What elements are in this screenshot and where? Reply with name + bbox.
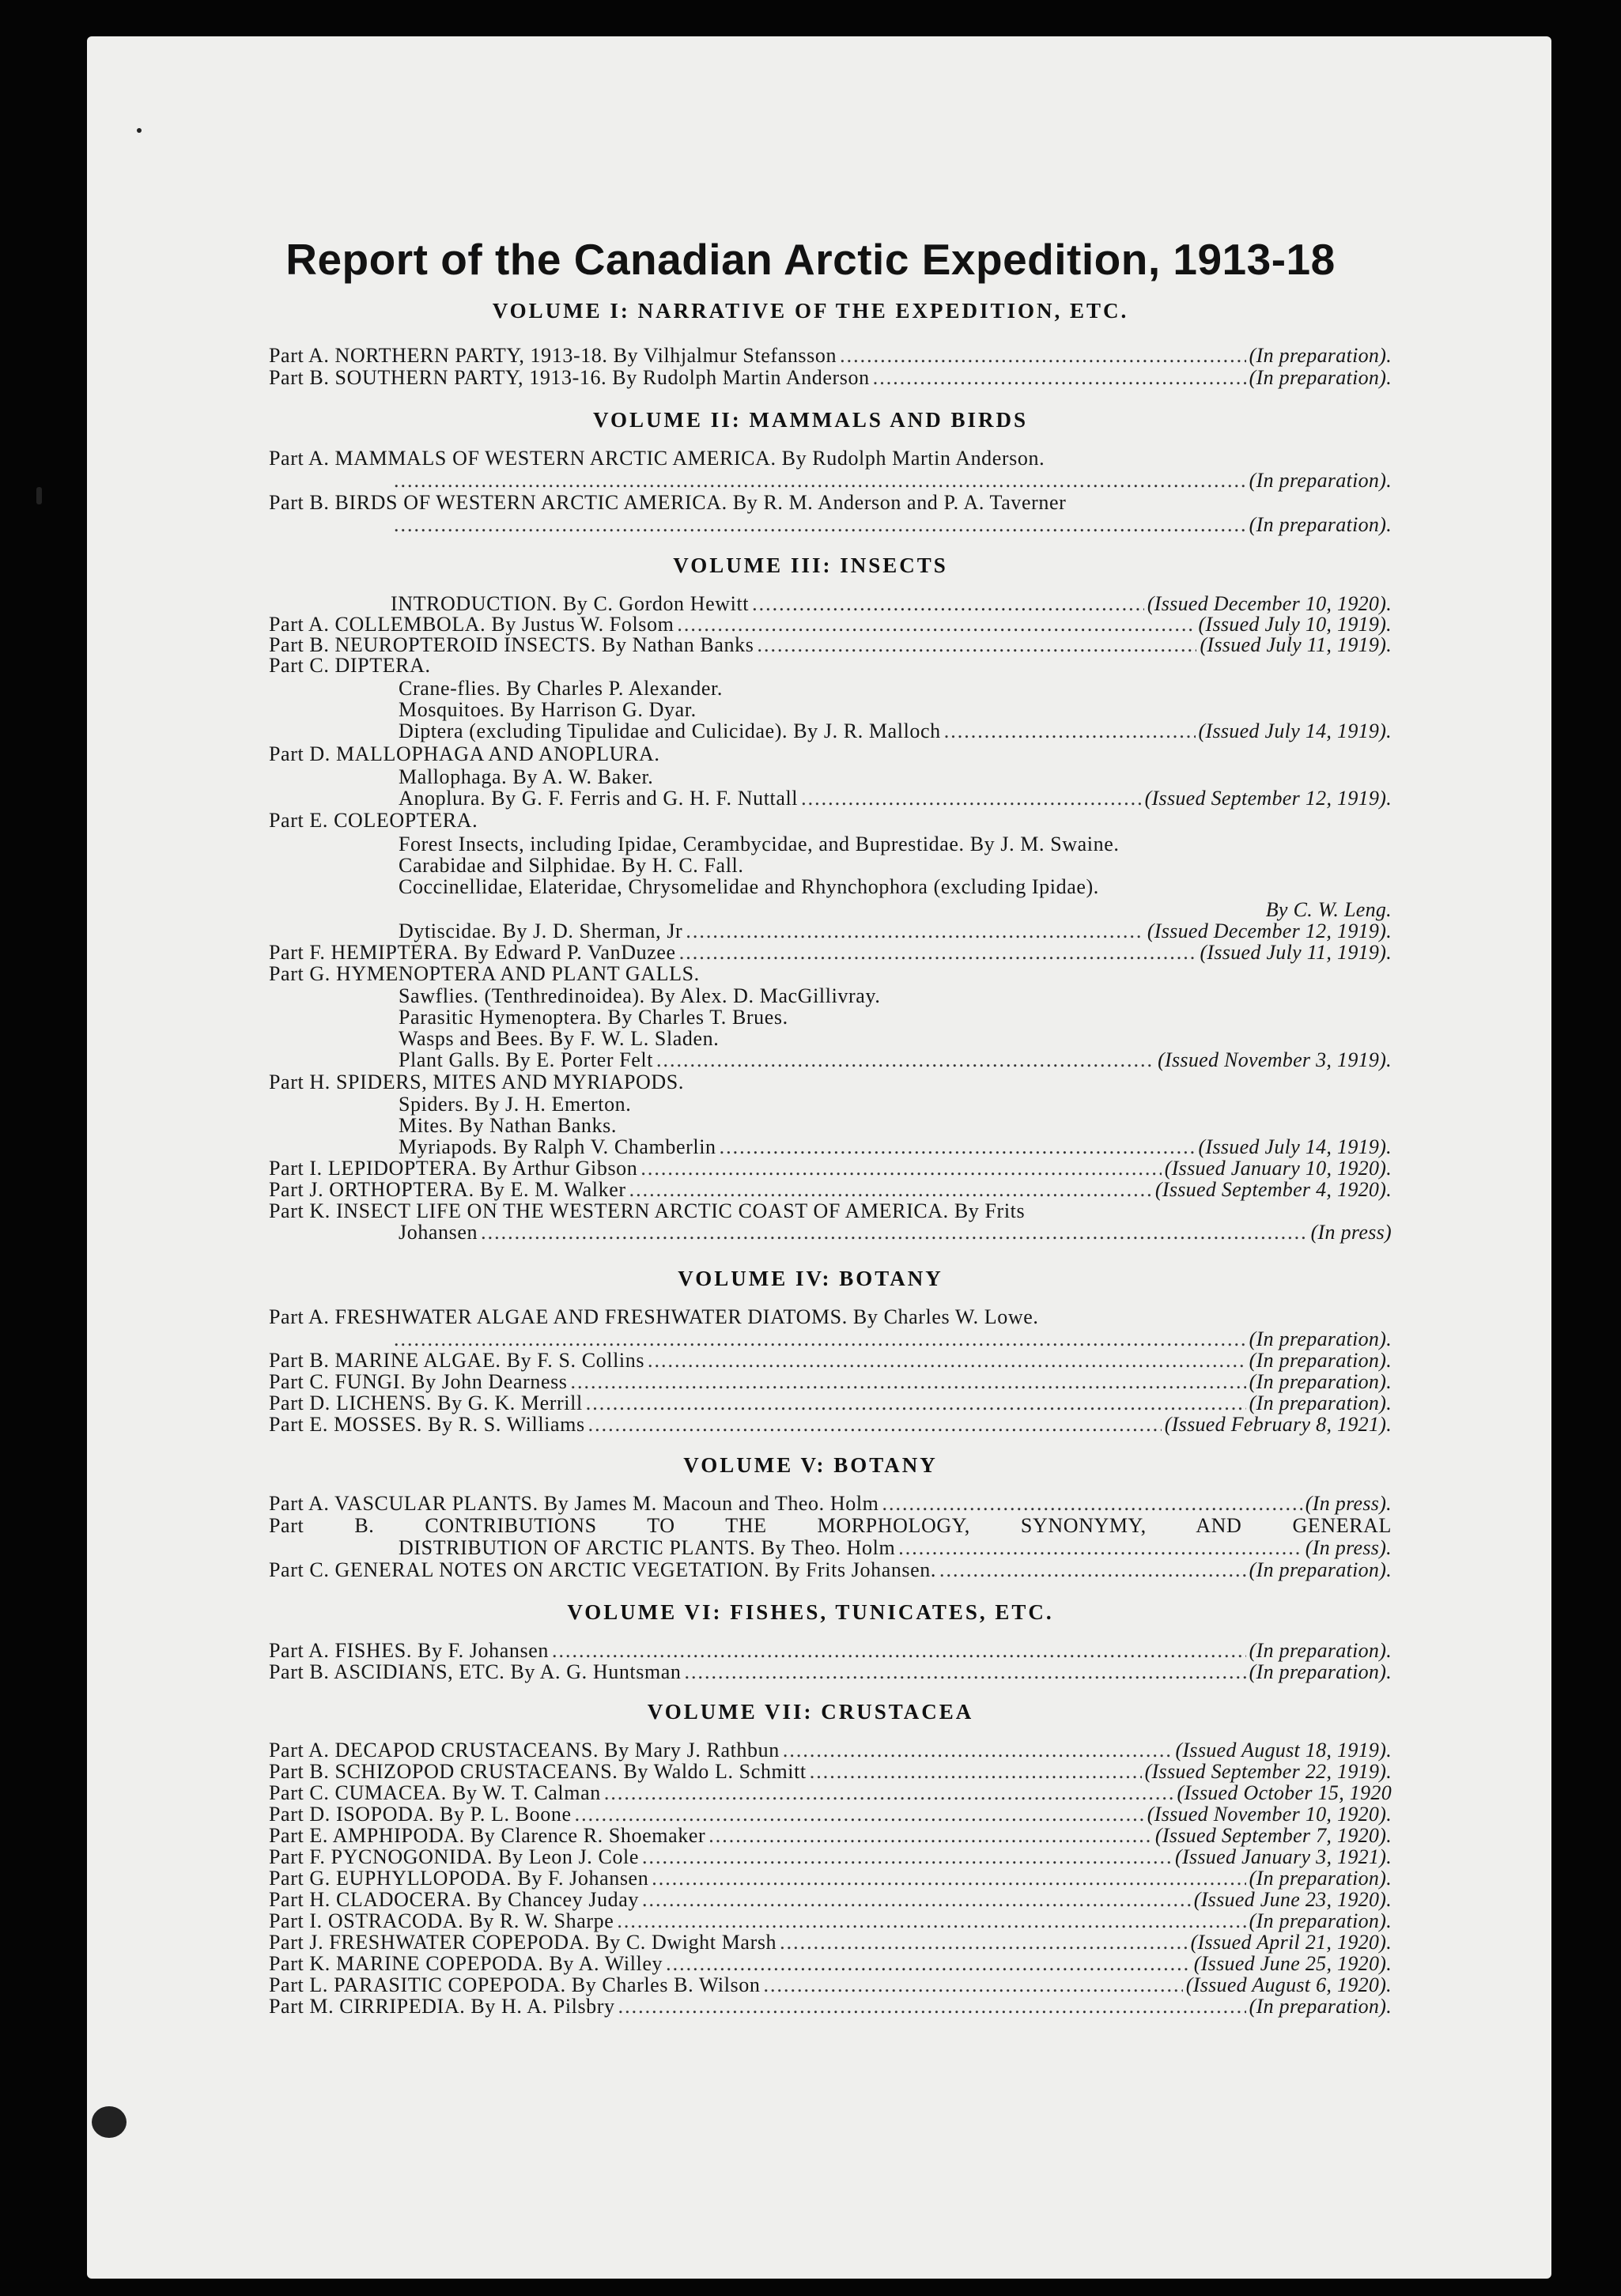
- status-note: (Issued January 10, 1920).: [1164, 1157, 1392, 1180]
- dot-leader: [656, 1049, 1154, 1071]
- status-note: (Issued September 12, 1919).: [1144, 787, 1392, 810]
- volume-heading: VOLUME V: BOTANY: [683, 1453, 938, 1477]
- entry-text: Part G. EUPHYLLOPODA. By F. Johansen: [269, 1867, 649, 1890]
- volume-heading: VOLUME VII: CRUSTACEA: [647, 1700, 974, 1724]
- contents-line: Mosquitoes. By Harrison G. Dyar.: [399, 698, 697, 721]
- contents-line: Part E. COLEOPTERA.: [269, 809, 478, 832]
- status-note: (In preparation).: [1249, 1639, 1392, 1662]
- dot-leader: [394, 514, 1246, 535]
- contents-line: Part A. MAMMALS OF WESTERN ARCTIC AMERICA. By Rudolph Martin Anderson.: [269, 447, 1045, 470]
- entry-text: Part B. MARINE ALGAE. By F. S. Collins: [269, 1349, 645, 1372]
- contents-line: [399, 787, 1392, 809]
- status-note: (In preparation).: [1249, 1558, 1392, 1581]
- paper-speck: [137, 128, 142, 133]
- dot-leader: [394, 1328, 1246, 1350]
- entry-text: Part E. AMPHIPODA. By Clarence R. Shoemaker: [269, 1824, 706, 1847]
- dot-leader: [394, 470, 1246, 491]
- status-note: (Issued July 11, 1919).: [1200, 941, 1392, 964]
- dot-leader: [652, 1867, 1245, 1889]
- status-note: (Issued November 10, 1920).: [1147, 1803, 1392, 1826]
- dot-leader: [642, 1889, 1191, 1910]
- contents-line: [399, 720, 1392, 742]
- status-note: (Issued December 12, 1919).: [1147, 920, 1392, 942]
- contents-line: [269, 1974, 1392, 1996]
- entry-text: Part L. PARASITIC COPEPODA. By Charles B. Wilson: [269, 1973, 761, 1996]
- entry-text: Part C. CUMACEA. By W. T. Calman: [269, 1781, 601, 1804]
- dot-leader: [939, 1559, 1246, 1580]
- contents-line: [269, 1846, 1392, 1867]
- dot-leader: [783, 1739, 1173, 1761]
- entry-text: Part B. SOUTHERN PARTY, 1913-16. By Rudolph Martin Anderson: [269, 366, 870, 389]
- status-note: (Issued April 21, 1920).: [1190, 1931, 1392, 1954]
- entry-text: Part F. HEMIPTERA. By Edward P. VanDuzee: [269, 941, 676, 964]
- paper-speck: [36, 487, 42, 504]
- entry-text: Part B. SCHIZOPOD CRUSTACEANS. By Waldo L. Schmitt: [269, 1760, 807, 1783]
- page-title: Report of the Canadian Arctic Expedition, 1913-18: [285, 235, 1336, 284]
- dot-leader: [571, 1371, 1246, 1392]
- contents-line: [269, 1910, 1392, 1932]
- contents-line: Part D. MALLOPHAGA AND ANOPLURA.: [269, 742, 660, 765]
- contents-line: Part K. INSECT LIFE ON THE WESTERN ARCTIC COAST OF AMERICA. By Frits: [269, 1199, 1026, 1222]
- dot-leader: [810, 1761, 1142, 1782]
- volume-heading: VOLUME VI: FISHES, TUNICATES, ETC.: [567, 1600, 1054, 1624]
- contents-line: Carabidae and Silphidae. By H. C. Fall.: [399, 854, 744, 877]
- status-note: (Issued July 14, 1919).: [1198, 719, 1392, 742]
- dot-leader: [873, 367, 1246, 388]
- entry-text: Part K. MARINE COPEPODA. By A. Willey: [269, 1952, 663, 1975]
- entry-text: Part B. NEUROPTEROID INSECTS. By Nathan Banks: [269, 633, 754, 656]
- entry-text: Part A. VASCULAR PLANTS. By James M. Macoun and Theo. Holm: [269, 1492, 879, 1515]
- status-note: (In preparation).: [1249, 513, 1392, 536]
- status-note: (Issued February 8, 1921).: [1164, 1413, 1392, 1436]
- contents-line: Parasitic Hymenoptera. By Charles T. Brues.: [399, 1006, 788, 1029]
- entry-text: Part A. NORTHERN PARTY, 1913-18. By Vilhjalmur Stefansson: [269, 344, 837, 367]
- dot-leader: [642, 1846, 1172, 1867]
- dot-leader: [617, 1910, 1245, 1932]
- contents-line: [269, 1350, 1392, 1371]
- dot-leader: [882, 1493, 1302, 1514]
- entry-text: Part E. MOSSES. By R. S. Williams: [269, 1413, 585, 1436]
- entry-text: Diptera (excluding Tipulidae and Culicidae). By J. R. Malloch: [399, 719, 941, 742]
- volume-heading: VOLUME I: NARRATIVE OF THE EXPEDITION, ETC.: [492, 299, 1129, 323]
- entry-text: Part A. FISHES. By F. Johansen: [269, 1639, 549, 1662]
- status-note: (Issued October 15, 1920: [1177, 1781, 1392, 1804]
- contents-line: [391, 593, 1392, 614]
- dot-leader: [677, 614, 1195, 635]
- contents-line: Part G. HYMENOPTERA AND PLANT GALLS.: [269, 962, 700, 985]
- entry-text: Part D. ISOPODA. By P. L. Boone: [269, 1803, 572, 1826]
- entry-text: DISTRIBUTION OF ARCTIC PLANTS. By Theo. Holm: [399, 1536, 896, 1559]
- status-note: (Issued August 18, 1919).: [1175, 1739, 1392, 1762]
- contents-line: Sawflies. (Tenthredinoidea). By Alex. D. MacGillivray.: [399, 984, 881, 1007]
- status-note: (Issued September 22, 1919).: [1144, 1760, 1392, 1783]
- dot-leader: [666, 1953, 1191, 1974]
- entry-text: Part H. CLADOCERA. By Chancey Juday: [269, 1888, 640, 1911]
- dot-leader: [640, 1157, 1161, 1179]
- dot-leader: [685, 1661, 1246, 1682]
- contents-line: [269, 634, 1392, 655]
- contents-line: [399, 1537, 1392, 1558]
- entry-text: Part D. LICHENS. By G. K. Merrill: [269, 1392, 583, 1414]
- status-note: (Issued September 4, 1920).: [1154, 1178, 1392, 1201]
- contents-line: [269, 1414, 1392, 1435]
- status-note: (In preparation).: [1249, 1349, 1392, 1372]
- contents-line: Mallophaga. By A. W. Baker.: [399, 765, 654, 788]
- contents-line: [399, 1222, 1392, 1243]
- dot-leader: [629, 1179, 1152, 1200]
- entry-text: Plant Galls. By E. Porter Felt: [399, 1048, 654, 1071]
- status-note: (In preparation).: [1249, 1660, 1392, 1683]
- contents-line: [269, 1867, 1392, 1889]
- contents-line: Forest Insects, including Ipidae, Cerambycidae, and Buprestidae. By J. M. Swaine.: [399, 833, 1120, 855]
- status-note: (In press).: [1305, 1536, 1392, 1559]
- contents-line: [269, 1371, 1392, 1392]
- dot-leader: [720, 1136, 1196, 1157]
- contents-line: Part C. DIPTERA.: [269, 654, 431, 677]
- contents-line: Part H. SPIDERS, MITES AND MYRIAPODS.: [269, 1071, 684, 1093]
- contents-line: [269, 1640, 1392, 1661]
- entry-text: Part J. FRESHWATER COPEPODA. By C. Dwight Marsh: [269, 1931, 777, 1954]
- contents-line: Spiders. By J. H. Emerton.: [399, 1093, 632, 1116]
- contents-line: [269, 1996, 1392, 2017]
- dot-leader: [780, 1932, 1187, 1953]
- contents-line: [269, 1932, 1392, 1953]
- status-note: (In preparation).: [1249, 1370, 1392, 1393]
- dot-leader: [604, 1782, 1174, 1803]
- dot-leader: [686, 920, 1143, 942]
- dot-leader: [898, 1537, 1302, 1558]
- status-note: By C. W. Leng.: [1265, 898, 1392, 921]
- contents-line: [269, 345, 1392, 366]
- status-note: (Issued January 3, 1921).: [1175, 1845, 1392, 1868]
- status-note: (In preparation).: [1249, 1867, 1392, 1890]
- contents-line: [269, 1953, 1392, 1974]
- contents-line: [269, 1739, 1392, 1761]
- contents-line: [399, 920, 1392, 942]
- entry-text: Part M. CIRRIPEDIA. By H. A. Pilsbry: [269, 1995, 615, 2018]
- status-note: (Issued July 14, 1919).: [1198, 1135, 1392, 1158]
- status-note: (Issued September 7, 1920).: [1154, 1824, 1392, 1847]
- entry-text: Part A. DECAPOD CRUSTACEANS. By Mary J. Rathbun: [269, 1739, 780, 1762]
- entry-text: Dytiscidae. By J. D. Sherman, Jr: [399, 920, 683, 942]
- dot-leader: [679, 942, 1197, 963]
- contents-line: [269, 1889, 1392, 1910]
- dot-leader: [757, 634, 1196, 655]
- entry-text: Part B. ASCIDIANS, ETC. By A. G. Huntsman: [269, 1660, 682, 1683]
- status-note: (Issued December 10, 1920).: [1147, 592, 1392, 615]
- status-note: (Issued June 25, 1920).: [1193, 1952, 1392, 1975]
- entry-text: Part C. GENERAL NOTES ON ARCTIC VEGETATION. By Frits Johansen.: [269, 1558, 936, 1581]
- status-note: (In preparation).: [1249, 1995, 1392, 2018]
- dot-leader: [763, 1974, 1182, 1996]
- contents-line: [399, 1049, 1392, 1071]
- contents-line: Part B. CONTRIBUTIONS TO THE MORPHOLOGY, SYNONYMY, AND GENERAL: [269, 1514, 1392, 1537]
- entry-text: Myriapods. By Ralph V. Chamberlin: [399, 1135, 716, 1158]
- dot-leader: [648, 1350, 1246, 1371]
- entry-text: Part C. FUNGI. By John Dearness: [269, 1370, 568, 1393]
- paper-speck: [92, 2106, 127, 2138]
- status-note: (In preparation).: [1249, 469, 1392, 492]
- volume-heading: VOLUME III: INSECTS: [673, 553, 948, 577]
- volume-heading: VOLUME IV: BOTANY: [678, 1267, 943, 1290]
- status-note: (Issued June 23, 1920).: [1193, 1888, 1392, 1911]
- dot-leader: [752, 593, 1144, 614]
- status-note: [391, 1328, 1392, 1350]
- entry-text: Anoplura. By G. F. Ferris and G. H. F. Nuttall: [399, 787, 799, 810]
- entry-text: Johansen: [399, 1221, 478, 1244]
- contents-line: [269, 1803, 1392, 1825]
- status-note: (In preparation).: [1249, 1909, 1392, 1932]
- dot-leader: [944, 720, 1196, 742]
- contents-line: [269, 1157, 1392, 1179]
- entry-text: INTRODUCTION. By C. Gordon Hewitt: [391, 592, 750, 615]
- contents-line: [269, 1559, 1392, 1580]
- contents-line: [269, 942, 1392, 963]
- dot-leader: [481, 1222, 1307, 1243]
- contents-line: [269, 1179, 1392, 1200]
- contents-line: [269, 1825, 1392, 1846]
- status-note: [391, 514, 1392, 535]
- status-note: (In press): [1310, 1221, 1392, 1244]
- dot-leader: [840, 345, 1246, 366]
- contents-line: Part B. BIRDS OF WESTERN ARCTIC AMERICA. By R. M. Anderson and P. A. Taverner: [269, 491, 1067, 514]
- status-note: (In preparation).: [1249, 344, 1392, 367]
- status-note: (In preparation).: [1249, 1327, 1392, 1350]
- entry-text: Part I. LEPIDOPTERA. By Arthur Gibson: [269, 1157, 638, 1180]
- contents-line: [269, 1392, 1392, 1414]
- contents-line: Wasps and Bees. By F. W. L. Sladen.: [399, 1027, 720, 1050]
- dot-leader: [586, 1392, 1246, 1414]
- dot-leader: [552, 1640, 1246, 1661]
- entry-text: Part J. ORTHOPTERA. By E. M. Walker: [269, 1178, 626, 1201]
- dot-leader: [801, 787, 1141, 809]
- dot-leader: [708, 1825, 1152, 1846]
- contents-line: Coccinellidae, Elateridae, Chrysomelidae and Rhynchophora (excluding Ipidae).: [399, 875, 1099, 898]
- status-note: (In press).: [1305, 1492, 1392, 1515]
- status-note: (Issued August 6, 1920).: [1185, 1973, 1392, 1996]
- dot-leader: [588, 1414, 1162, 1435]
- contents-line: [269, 1782, 1392, 1803]
- volume-heading: VOLUME II: MAMMALS AND BIRDS: [593, 408, 1028, 432]
- contents-line: [269, 614, 1392, 635]
- status-note: (Issued July 11, 1919).: [1200, 633, 1392, 656]
- entry-text: Part A. COLLEMBOLA. By Justus W. Folsom: [269, 613, 674, 636]
- contents-line: [269, 1761, 1392, 1782]
- status-note: (In preparation).: [1249, 1392, 1392, 1414]
- entry-text: Part I. OSTRACODA. By R. W. Sharpe: [269, 1909, 614, 1932]
- status-note: (Issued July 10, 1919).: [1198, 613, 1392, 636]
- contents-line: Mites. By Nathan Banks.: [399, 1114, 617, 1137]
- contents-line: [269, 1661, 1392, 1682]
- status-note: (In preparation).: [1249, 366, 1392, 389]
- contents-line: [269, 1493, 1392, 1514]
- contents-line: [269, 367, 1392, 388]
- dot-leader: [575, 1803, 1144, 1825]
- status-note: (Issued November 3, 1919).: [1158, 1048, 1392, 1071]
- dot-leader: [618, 1996, 1246, 2017]
- contents-line: [399, 1136, 1392, 1157]
- status-note: [391, 470, 1392, 491]
- entry-text: Part F. PYCNOGONIDA. By Leon J. Cole: [269, 1845, 640, 1868]
- contents-line: Part A. FRESHWATER ALGAE AND FRESHWATER DIATOMS. By Charles W. Lowe.: [269, 1305, 1039, 1328]
- contents-line: Crane-flies. By Charles P. Alexander.: [399, 677, 723, 700]
